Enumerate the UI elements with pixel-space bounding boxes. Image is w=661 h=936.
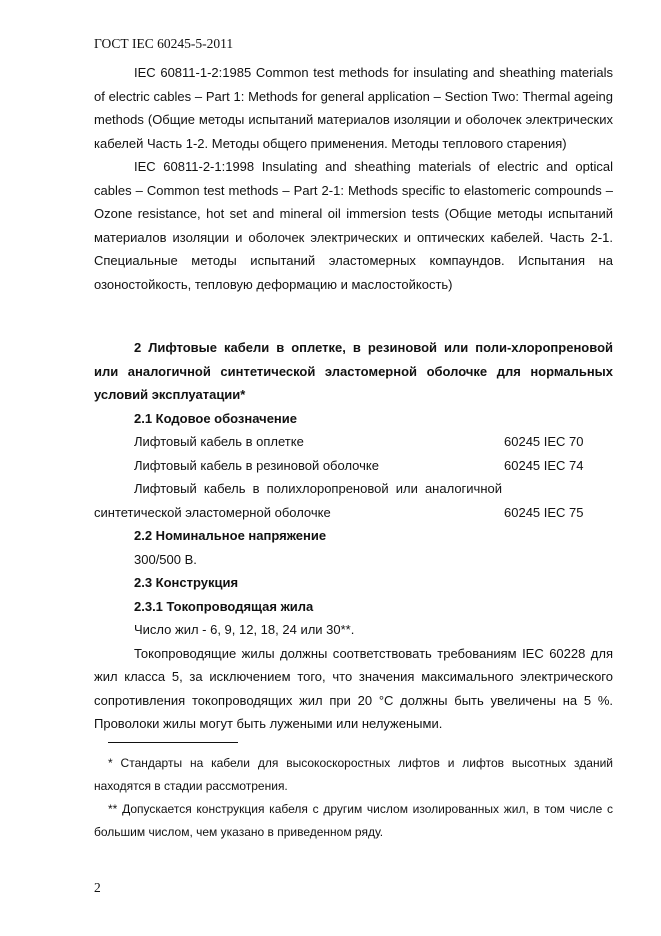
conductor-requirements: Токопроводящие жилы должны соответствовать требованиям IEC 60228 для жил класса 5, за исключением того, что значения максимального электрического сопротивления токопроводящих жил при 20 °С должны быть увеличены на 5 %. Проволоки жилы могут быть лужеными или нелужеными.	[94, 645, 613, 731]
designation-code: 60245 IEC 75	[504, 504, 584, 520]
section-2-heading: 2 Лифтовые кабели в оплетке, в резиновой или поли-хлоропреновой или аналогичной синтетической эластомерной оболочке для нормальных условий эксплуатации*	[94, 340, 613, 402]
designation-code: 60245 IEC 70	[504, 434, 584, 449]
section-2-1-heading: 2.1 Кодовое обозначение	[134, 410, 297, 426]
footnote-2: ** Допускается конструкция кабеля с другим числом изолированных жил, в том числе с большим числом, чем указано в приведенном ряду.	[94, 802, 613, 839]
footnote-1: * Стандарты на кабели для высокоскоростных лифтов и лифтов высотных зданий находятся в стадии рассмотрения.	[94, 756, 613, 793]
rated-voltage-value: 300/500 В.	[134, 551, 197, 567]
page-number: 2	[94, 880, 101, 895]
designation-row	[94, 430, 613, 454]
designation-row-multiline-1	[94, 477, 613, 501]
references-block	[94, 61, 613, 296]
designation-row-multiline-2	[94, 501, 613, 525]
standard-header: ГОСТ IEC 60245-5-2011	[94, 36, 234, 51]
reference-iec-60811-1-2: IEC 60811-1-2:1985 Common test methods for insulating and sheathing materials of electric cables – Part 1: Methods for general application – Section Two: Thermal ageing methods (Общие методы испытаний материалов изоляции и оболочек электрических кабелей Часть 1-2. Методы общего применения. Методы теплового старения)	[94, 65, 613, 151]
section-2-3-heading: 2.3 Конструкция	[134, 575, 239, 590]
designation-code: 60245 IEC 74	[504, 457, 584, 473]
section-2-2-heading: 2.2 Номинальное напряжение	[134, 528, 327, 543]
footnote-divider	[108, 742, 238, 743]
designation-label: Лифтовый кабель в резиновой оболочке	[134, 457, 379, 473]
reference-iec-60811-2-1: IEC 60811-2-1:1998 Insulating and sheathing materials of electric and optical cables – Common test methods – Part 2-1: Methods specific to elastomeric compounds – Ozone resistance, hot set and mineral oil immersion tests (Общие методы испытаний материалов изоляции и оболочек электрических и оптических кабелей. Часть 2-1. Специальные методы испытаний эластомерных компаундов. Испытания на озоностойкость, тепловую деформацию и маслостойкость)	[94, 159, 613, 292]
section-2	[94, 336, 613, 736]
section-2-3-1-heading: 2.3.1 Токопроводящая жила	[134, 598, 314, 614]
designation-row	[94, 454, 613, 478]
designation-label: Лифтовый кабель в оплетке	[134, 434, 304, 449]
number-of-cores: Число жил - 6, 9, 12, 18, 24 или 30**.	[134, 622, 355, 637]
designation-label-line2: синтетической эластомерной оболочке	[94, 504, 331, 520]
designation-label-line1: Лифтовый кабель в полихлоропреновой или аналогичной	[134, 481, 502, 496]
footnotes	[94, 752, 613, 844]
